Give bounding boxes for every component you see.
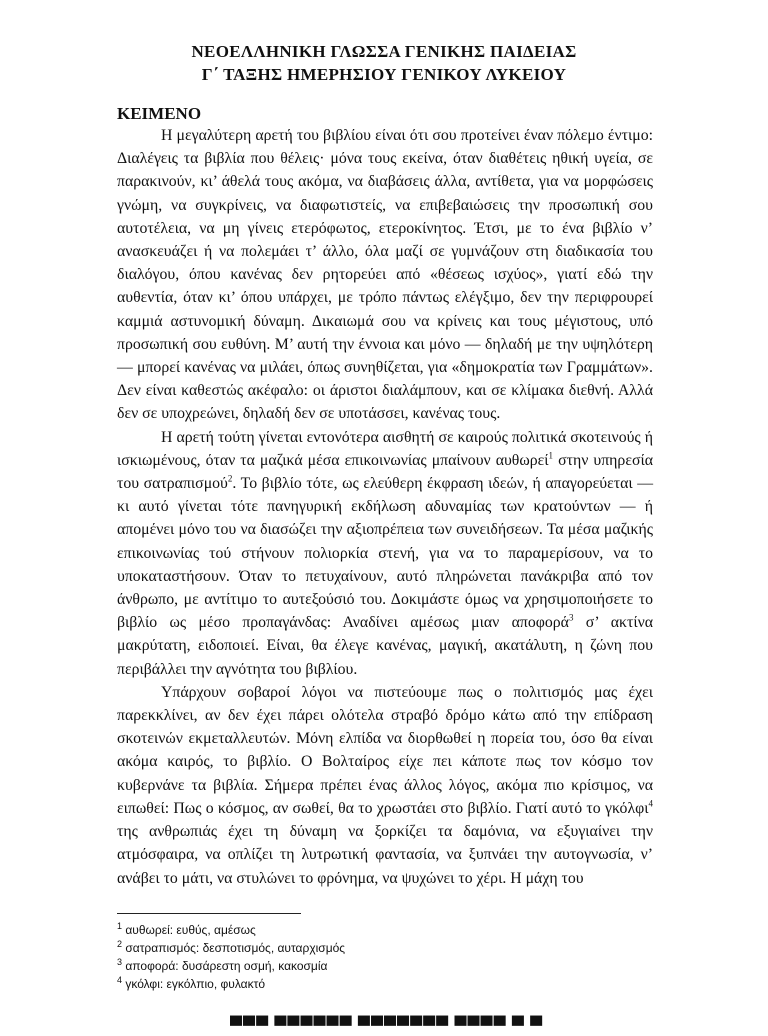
footnote-ref-2: 2	[227, 473, 233, 484]
section-title: ΚΕΙΜΕΝΟ	[117, 104, 202, 123]
footnotes	[117, 921, 345, 993]
footnote-text: αποφορά: δυσάρεστη οσμή, κακοσμία	[122, 959, 328, 973]
footnote-number: 4	[117, 975, 123, 985]
footnote-text: σατραπισμός: δεσποτισμός, αυταρχισμός	[122, 941, 346, 955]
body-text	[117, 124, 653, 890]
footnote-1	[117, 921, 345, 939]
header-line-2: Γ΄ ΤΑΞΗΣ ΗΜΕΡΗΣΙΟΥ ΓΕΝΙΚΟΥ ΛΥΚΕΙΟΥ	[201, 65, 567, 84]
footnote-divider	[117, 913, 301, 914]
paragraph-1	[117, 124, 653, 426]
footnote-number: 1	[117, 921, 123, 931]
paragraph-3	[117, 681, 653, 890]
paragraph-2-text-c: . Το βιβλίο τότε, ως ελεύθερη έκφραση ιδεών, ή απαγορεύεται — κι αυτό γίνεται τότε πανηγυρική εκδήλωση αδυναμίας των κρατούντων — ή απομένει μόνο του να διασώζει την αξιοπρέπεια των συνειδήσεων. Τα μέσα μαζικής επικοινωνίας τού στήνουν πολιορκία στενή, για να το παραμερίσουν, να το υποκαταστήσουν. Όταν το πετυχαίνουν, αυτό πληρώνεται πανάκριβα από τον άνθρωπο, με αντίτιμο το αυτεξούσιό του. Δοκιμάστε όμως να χρησιμοποιήσετε το βιβλίο ως μέσο προπαγάνδας: Αναδίνει αμέσως μιαν αποφορά	[117, 475, 654, 632]
footnote-number: 3	[117, 957, 123, 967]
cropped-footer-text	[230, 1016, 650, 1035]
footnote-ref-4: 4	[648, 798, 653, 809]
paragraph-1-text: Η μεγαλύτερη αρετή του βιβλίου είναι ότι σου προτείνει έναν πόλεμο έντιμο: Διαλέγεις τα βιβλία που θέλεις· μόνα τους εκείνα, όταν διαθέτεις ηθική υγεία, σε παρακινούν, κι’ άθελά τους ακόμα, να διαβάσεις άλλα, αντίθετα, για να μορφώσεις γνώμη, να συγκρίνεις, να διαφωτιστείς, να επιβεβαιώσεις την προσωπική σου αυτοτέλεια, να μη γίνεις ετερόφωτος, ετεροκίνητος. Έτσι, με το ένα βιβλίο ν’ ανασκευάζει ή να πολεμάει τ’ άλλο, όλα μαζί σε γυμνάζουν στη διαδικασία του διαλόγου, όπου κανένας δεν ρητορεύει από «θέσεως ισχύος», γιατί εδώ την αυθεντία, όταν κι’ όπου υπάρχει, με τρόπο πάντως ελέγξιμο, δεν την περιφρουρεί καμμιά αστυνομική δύναμη. Δικαιωμά σου να κρίνεις και τους μέγιστους, υπό προσωπική σου ευθύνη. Μ’ αυτή την έννοια και μόνο — δηλαδή με την υψηλότερη — μπορεί κανένας να μιλάει, όπως συνηθίζεται, για «δημοκρατία των Γραμμάτων». Δεν είναι καθεστώς ακέφαλο: οι άριστοι διαλάμπουν, και σε κλίμακα διεθνή. Αλλά δεν σε υποχρεώνει, δηλαδή δεν σε υποτάσσει, κανένας τους.	[117, 127, 653, 423]
paragraph-3-text-b: της ανθρωπιάς έχει τη δύναμη να ξορκίζει τα δαμόνια, να εξυγιαίνει την ατμόσφαιρα, να οπλίζει τη λυτρωτική φαντασία, να ξυπνάει την αυτογνωσία, ν’ ανάβει το μάτι, να στυλώνει το φρόνημα, να ψυχώνει το χέρι. Η μάχη του	[117, 823, 653, 887]
footnote-3	[117, 957, 345, 975]
paragraph-2-text-a: Η αρετή τούτη γίνεται εντονότερα αισθητή σε καιρούς πολιτικά σκοτεινούς ή ισκιωμένους, όταν τα μαζικά μέσα επικοινωνίας μπαίνουν αυθωρεί	[117, 428, 653, 469]
cropped-footer-glyphs: ▀▀▀ ▀▀▀▀▀▀ ▀▀▀▀▀▀▀ ▀▀▀▀ ▀ ▀	[230, 1016, 544, 1035]
footnote-text: γκόλφι: εγκόλπιο, φυλακτό	[122, 977, 265, 991]
header-line-1: ΝΕΟΕΛΛΗΝΙΚΗ ΓΛΩΣΣΑ ΓΕΝΙΚΗΣ ΠΑΙΔΕΙΑΣ	[191, 42, 577, 61]
footnote-4	[117, 975, 345, 993]
paragraph-2-text-b: στην υπηρεσία του σατραπισμού	[117, 451, 653, 493]
paragraph-2	[117, 426, 653, 681]
paragraph-3-text-a: Υπάρχουν σοβαροί λόγοι να πιστεύουμε πως ο πολιτισμός μας έχει παρεκκλίνει, αν δεν έχει πάρει ολότελα στραβό δρόμο κάτω από την επίδραση σκοτεινών εκμεταλλευτών. Μόνη ελπίδα να διορθωθεί η πορεία του, όσο θα είναι ακόμα καιρός, το βιβλίο. Ο Βολταίρος είχε πει κάποτε πως τον κόσμο τον κυβερνάνε τα βιβλία. Σήμερα πρέπει ένας άλλος λόγος, ακόμα πιο κρίσιμος, να ειπωθεί: Πως ο κόσμος, αν σωθεί, θα το χρωστάει στο βιβλίο. Γιατί αυτό το γκόλφι	[117, 683, 653, 817]
document-header	[0, 40, 768, 86]
footnote-number: 2	[117, 939, 123, 949]
footnote-2	[117, 939, 345, 957]
paragraph-2-text-d: σ’ ακτίνα μακρύτατη, ειδοποιεί. Είναι, θα έλεγε κανένας, μαγική, ακατάλυτη, η ζώνη που περιβάλλει την αγνότητα του βιβλίου.	[117, 614, 654, 678]
footnote-ref-1: 1	[548, 450, 554, 461]
footnote-text: αυθωρεί: ευθύς, αμέσως	[122, 923, 256, 937]
footnote-ref-3: 3	[568, 613, 574, 623]
